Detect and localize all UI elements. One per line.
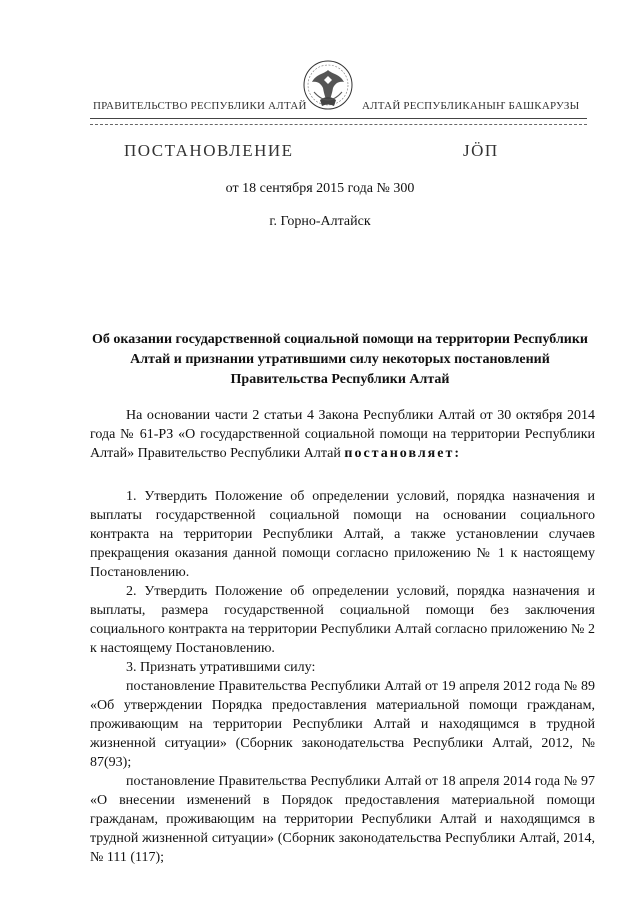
doctype-altai: JÖП (463, 141, 499, 160)
document-title: Об оказании государственной социальной помощи на территории Республики Алтай и признании утратившими силу некоторых постановлений Правительства Республики Алтай (91, 332, 588, 387)
preamble-text: На основании части 2 статьи 4 Закона Республики Алтай от 30 октября 2014 года № 61-РЗ «О государственной социальной помощи на территории Республики Алтай» Правительство Республики Алтай (90, 408, 595, 461)
item-2: 2. Утвердить Положение об определении условий, порядка назначения и выплаты, размера государственной социальной помощи без заключения социального контракта на территории Республики Алтай согласно приложению № 2 к настоящему Постановлению. (90, 584, 595, 656)
preamble (90, 406, 595, 463)
document-date-number: от 18 сентября 2015 года № 300 (225, 181, 415, 196)
coat-of-arms-emblem-icon (302, 58, 354, 116)
preamble-verb: постановляет: (344, 446, 462, 461)
header-rule-dashed (90, 124, 587, 125)
item-3-sub-2: постановление Правительства Республики Алтай от 18 апреля 2014 года № 97 «О внесении изменений в Порядок предоставления материальной помощи гражданам, проживающим на территории Республики Алтай и находящимся в трудной жизненной ситуации» (Сборник законодательства Республики Алтай, 2014, № 111 (117); (90, 774, 595, 865)
org-name-altai: АЛТАЙ РЕСПУБЛИКАНЫҤ БАШКАРУЗЫ (362, 100, 580, 112)
item-3: 3. Признать утратившими силу: (126, 660, 316, 675)
document-city: г. Горно-Алтайск (269, 214, 371, 229)
doctype-russian: ПОСТАНОВЛЕНИЕ (124, 141, 294, 160)
item-3-sub-1: постановление Правительства Республики Алтай от 19 апреля 2012 года № 89 «Об утверждении Порядка предоставления материальной помощи гражданам, проживающим на территории Республики Алтай и находящимся в трудной жизненной ситуации» (Сборник законодательства Республики Алтай, 2012, № 87(93); (90, 679, 595, 770)
header-rule (90, 118, 587, 119)
document-items (90, 487, 595, 867)
item-1: 1. Утвердить Положение об определении условий, порядка назначения и выплаты государственной социальной помощи на основании социального контракта на территории Республики Алтай, а также установлении случаев прекращения оказания данной помощи согласно приложению № 1 к настоящему Постановлению. (90, 489, 595, 580)
org-name-russian: ПРАВИТЕЛЬСТВО РЕСПУБЛИКИ АЛТАЙ (93, 100, 307, 112)
